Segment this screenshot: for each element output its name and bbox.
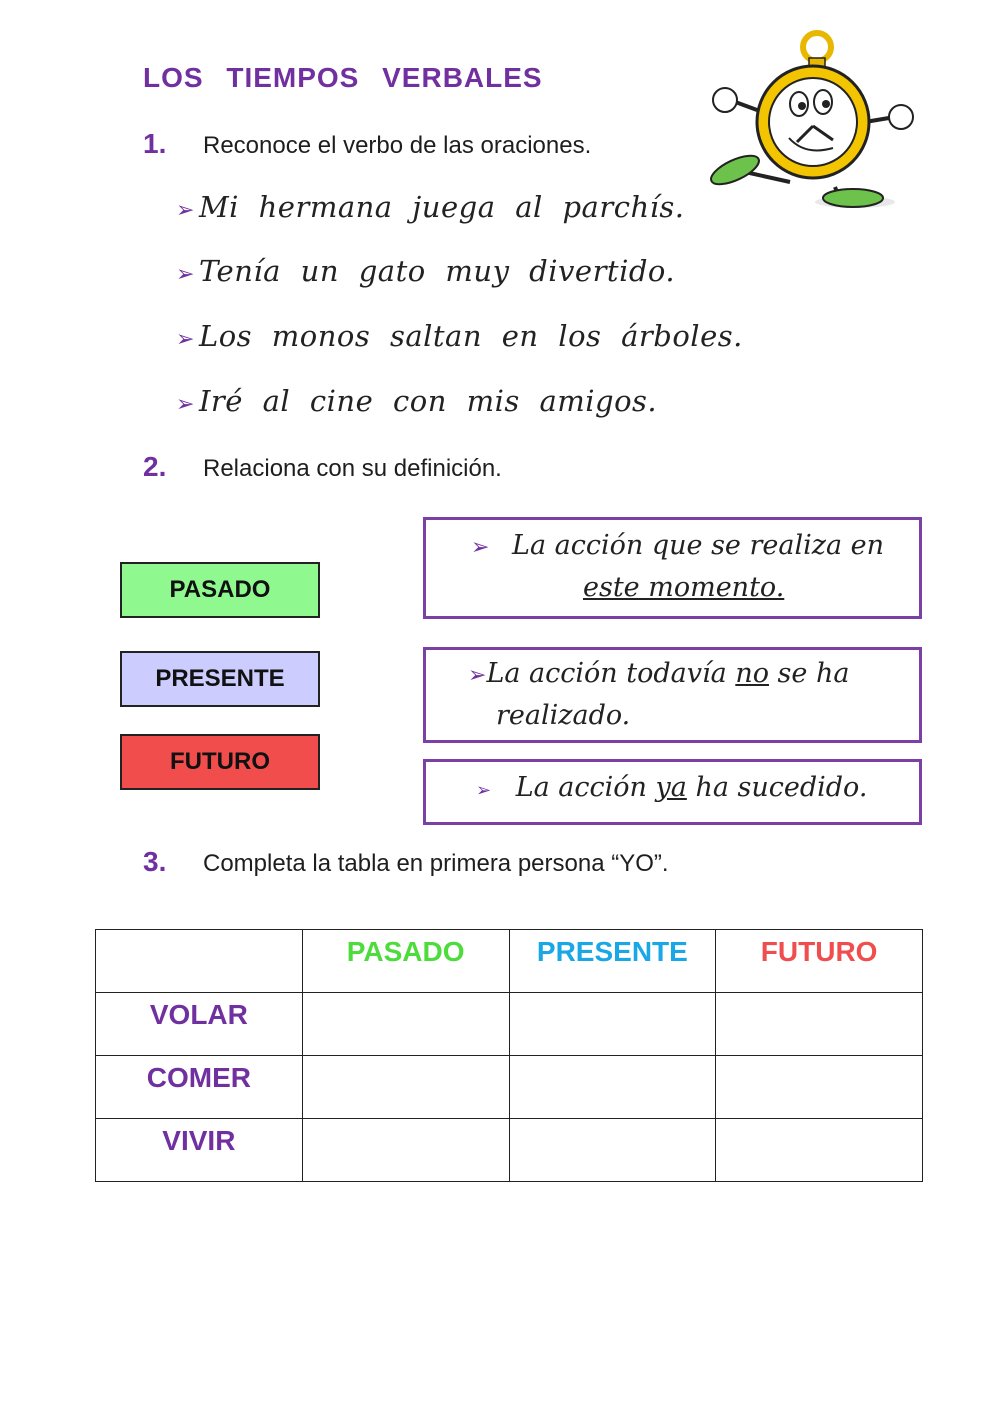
answer-cell[interactable]: [509, 1056, 716, 1119]
term-presente[interactable]: PRESENTE: [120, 651, 320, 707]
answer-cell[interactable]: [716, 993, 923, 1056]
question-3-text: Completa la tabla en primera persona “YO”.: [203, 850, 669, 877]
question-2-number: 2.: [143, 451, 167, 482]
row-label-vivir: VIVIR: [96, 1119, 303, 1182]
answer-cell[interactable]: [302, 1119, 509, 1182]
question-1-text: Reconoce el verbo de las oraciones.: [203, 132, 592, 159]
sentence-1: ➢ Mi hermana juega al parchís.: [176, 190, 685, 224]
table-header-row: [96, 930, 923, 993]
table-row: [96, 1119, 923, 1182]
arrow-bullet-icon: ➢: [176, 392, 195, 417]
table-row: [96, 1056, 923, 1119]
arrow-bullet-icon: ➢: [476, 780, 492, 801]
answer-cell[interactable]: [302, 1056, 509, 1119]
arrow-bullet-icon: ➢: [176, 262, 195, 287]
sentence-4: ➢ Iré al cine con mis amigos.: [176, 384, 658, 418]
header-pasado: PASADO: [302, 930, 509, 993]
row-label-volar: VOLAR: [96, 993, 303, 1056]
arrow-bullet-icon: ➢: [176, 327, 195, 352]
arrow-bullet-icon: ➢: [471, 535, 490, 560]
term-pasado[interactable]: PASADO: [120, 562, 320, 618]
question-1-number: 1.: [143, 128, 167, 159]
empty-corner-cell: [96, 930, 303, 993]
header-futuro: FUTURO: [716, 930, 923, 993]
term-futuro[interactable]: FUTURO: [120, 734, 320, 790]
question-3-number: 3.: [143, 846, 167, 877]
sentence-2: ➢ Tenía un gato muy divertido.: [176, 254, 676, 288]
answer-cell[interactable]: [716, 1119, 923, 1182]
answer-cell[interactable]: [716, 1056, 923, 1119]
page-title: LOS TIEMPOS VERBALES: [143, 62, 543, 93]
conjugation-table: [95, 929, 923, 1182]
answer-cell[interactable]: [509, 1119, 716, 1182]
definition-present[interactable]: ➢ La acción que se realiza en este momento.: [423, 517, 922, 619]
row-label-comer: COMER: [96, 1056, 303, 1119]
running-clock-icon: [705, 22, 917, 214]
table-row: [96, 993, 923, 1056]
arrow-bullet-icon: ➢: [176, 198, 195, 223]
header-presente: PRESENTE: [509, 930, 716, 993]
question-2-text: Relaciona con su definición.: [203, 455, 502, 482]
answer-cell[interactable]: [509, 993, 716, 1056]
definition-past[interactable]: ➢ La acción ya ha sucedido.: [423, 759, 922, 825]
definition-future[interactable]: ➢La acción todavía no se ha realizado.: [423, 647, 922, 743]
sentence-3: ➢ Los monos saltan en los árboles.: [176, 319, 743, 353]
arrow-bullet-icon: ➢: [468, 663, 487, 688]
answer-cell[interactable]: [302, 993, 509, 1056]
